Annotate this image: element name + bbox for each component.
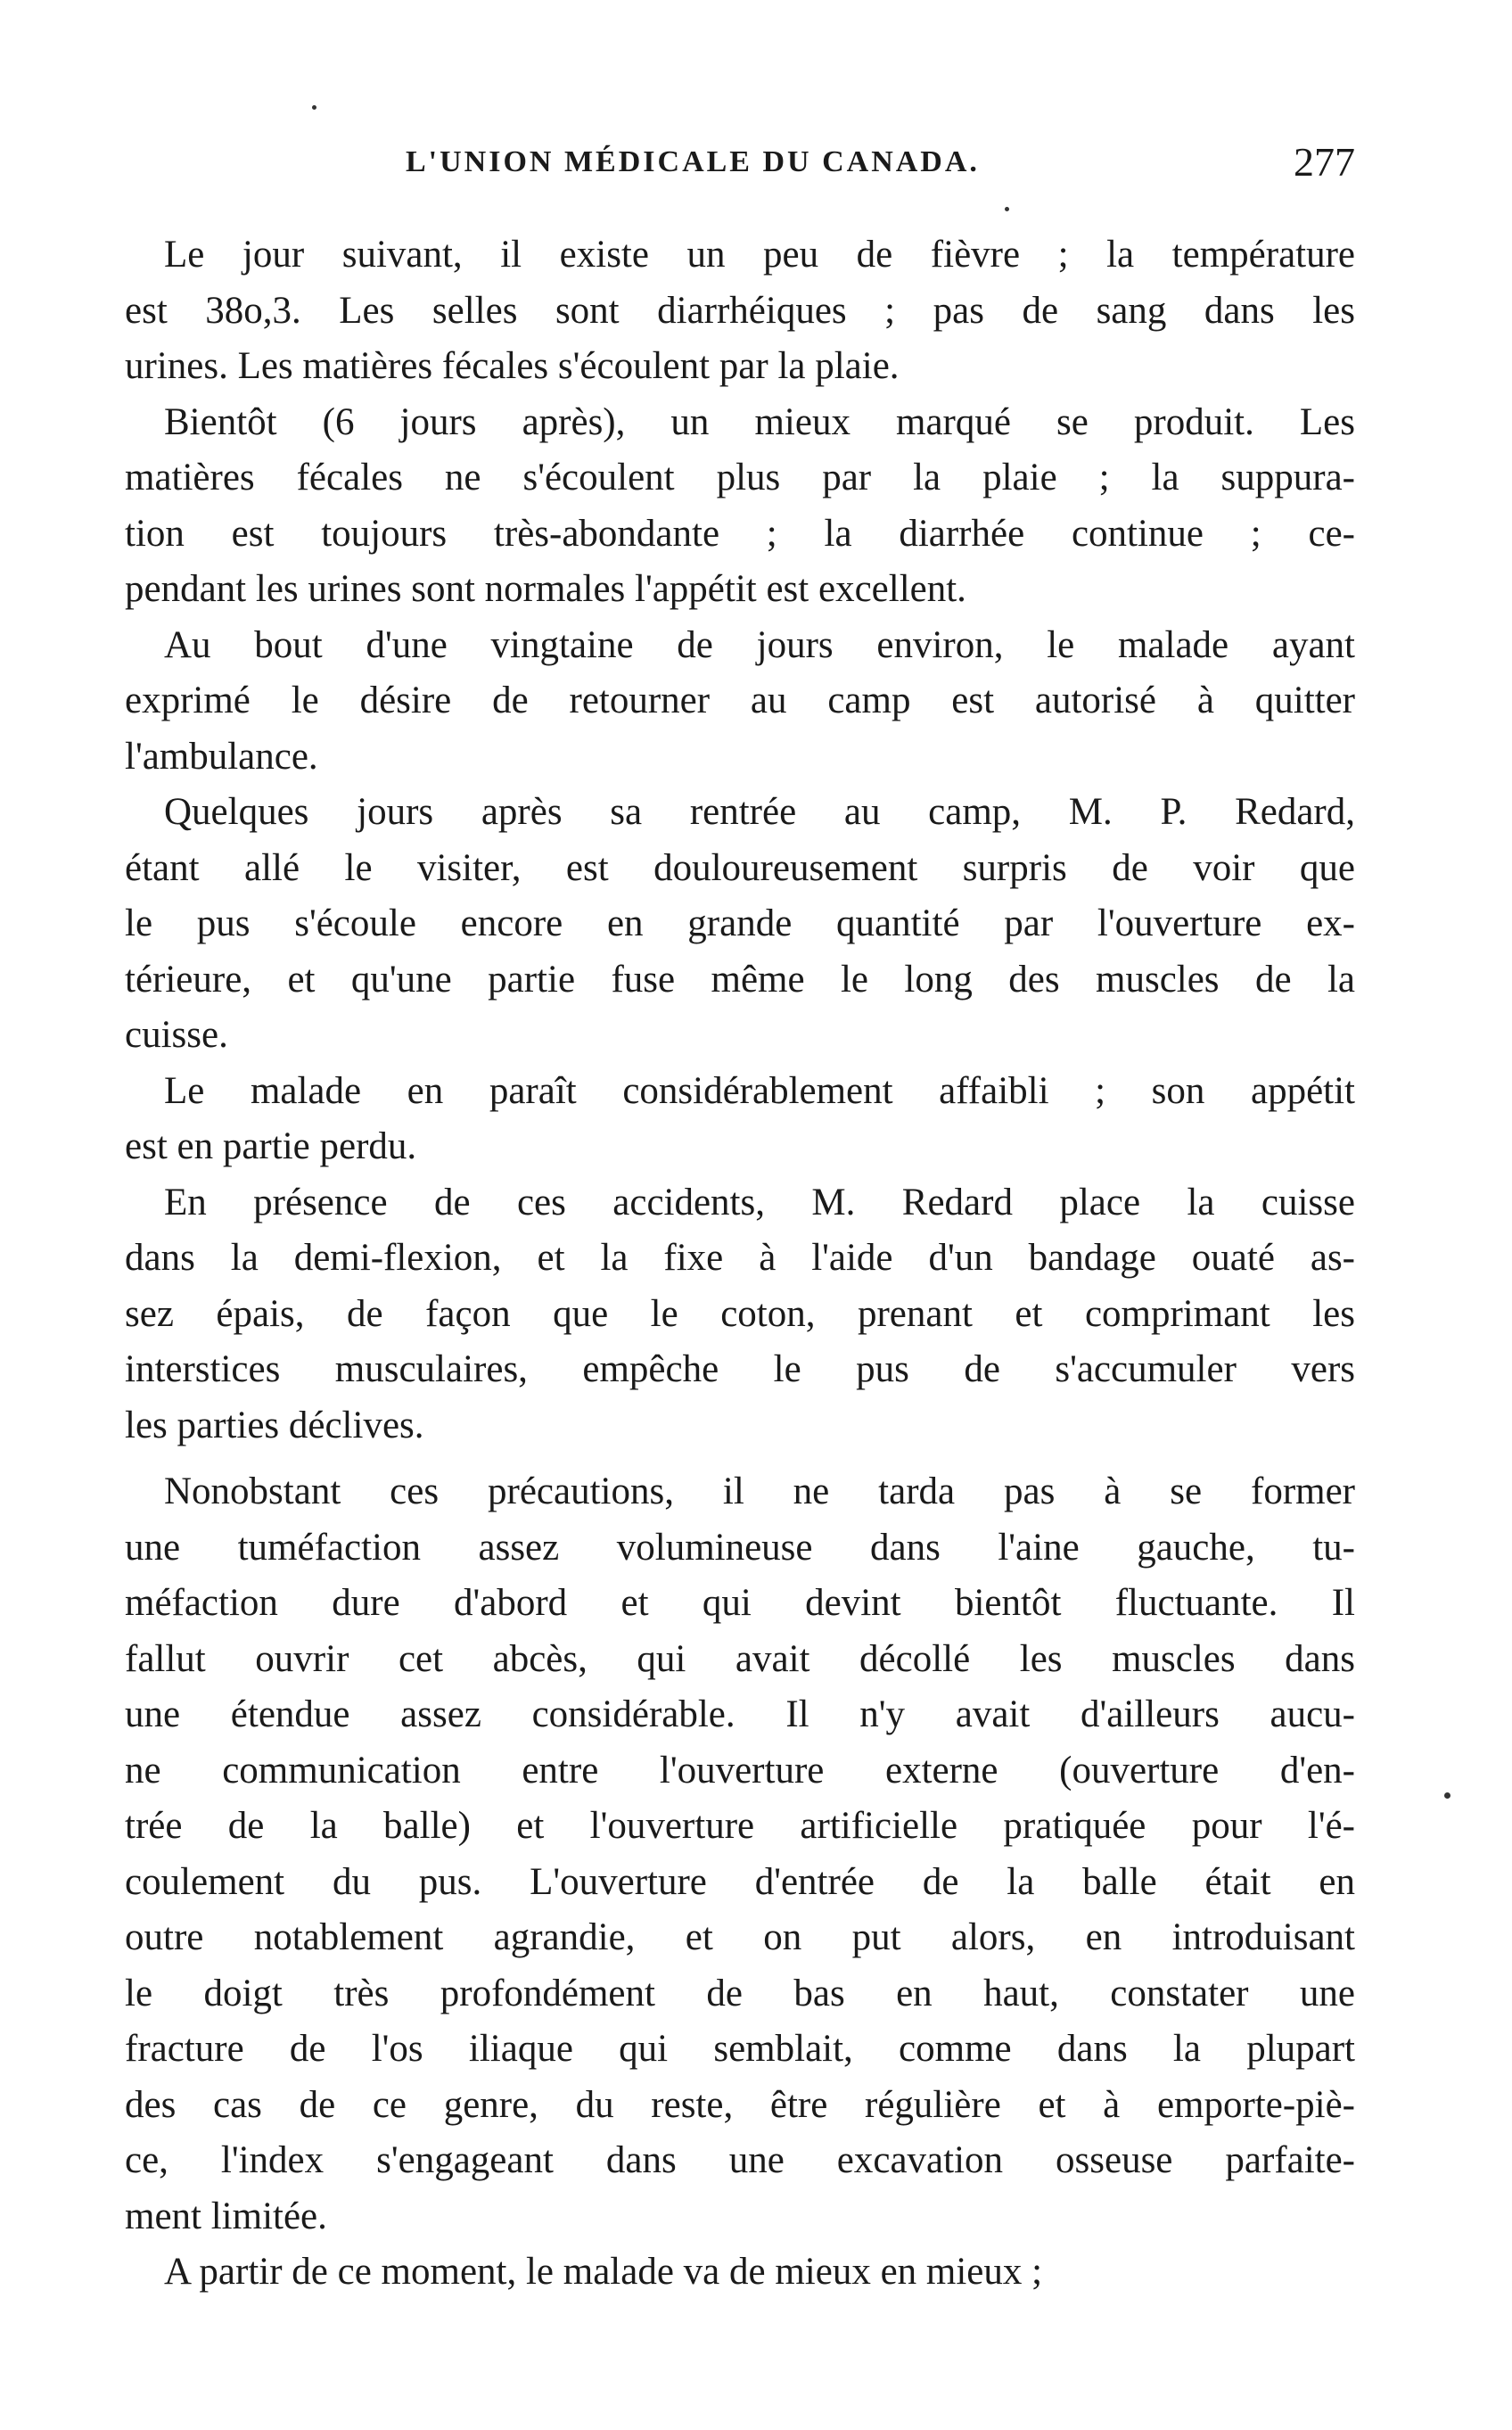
text-line: Bientôt (6 jours après), un mieux marqué se produit. Les [164, 400, 1355, 443]
text-line: dans la demi-flexion, et la fixe à l'aide d'un bandage ouaté as- [125, 1237, 1355, 1279]
text-line: est en partie perdu. [125, 1125, 417, 1167]
body-text [125, 227, 1355, 2301]
text-line: fracture de l'os iliaque qui semblait, comme dans la plupart [125, 2028, 1355, 2070]
text-line: Le jour suivant, il existe un peu de fièvre ; la température [164, 234, 1355, 276]
text-line: sez épais, de façon que le coton, prenant et comprimant les [125, 1292, 1355, 1335]
paragraph [125, 1175, 1355, 1454]
text-line: cuisse. [125, 1014, 228, 1056]
text-line: outre notablement agrandie, et on put alors, en introduisant [125, 1916, 1355, 1958]
text-line: les parties déclives. [125, 1404, 424, 1446]
text-line: exprimé le désire de retourner au camp est autorisé à quitter [125, 680, 1355, 721]
text-line: Quelques jours après sa rentrée au camp, M. P. Redard, [164, 791, 1355, 833]
text-line: trée de la balle) et l'ouverture artificielle pratiquée pour l'é- [125, 1805, 1355, 1847]
page-header [125, 138, 1355, 192]
text-line: le doigt très profondément de bas en haut, constater une [125, 1972, 1355, 2014]
text-line: une tuméfaction assez volumineuse dans l'aine gauche, tu- [125, 1526, 1355, 1569]
text-line: méfaction dure d'abord et qui devint bientôt fluctuante. Il [125, 1582, 1355, 1624]
text-line: Au bout d'une vingtaine de jours environ, le malade ayant [164, 623, 1355, 666]
paragraph-gap [125, 1454, 1355, 1464]
paragraph [125, 1064, 1355, 1175]
paragraph [125, 618, 1355, 786]
paragraph [125, 2245, 1355, 2301]
text-line: urines. Les matières fécales s'écoulent par la plaie. [125, 345, 900, 387]
print-speck [1005, 207, 1009, 211]
text-line: coulement du pus. L'ouverture d'entrée de la balle était en [125, 1860, 1355, 1903]
text-line: des cas de ce genre, du reste, être régulière et à emporte-piè- [125, 2083, 1355, 2126]
text-line: ne communication entre l'ouverture externe (ouverture d'en- [125, 1749, 1355, 1792]
text-line: l'ambulance. [125, 735, 318, 778]
text-line: Le malade en paraît considérablement affaibli ; son appétit [164, 1069, 1355, 1112]
text-line: ment limitée. [125, 2195, 327, 2237]
paragraph [125, 785, 1355, 1064]
running-title: L'UNION MÉDICALE DU CANADA. [406, 145, 980, 178]
page-number: 277 [1294, 139, 1355, 185]
text-line: une étendue assez considérable. Il n'y avait d'ailleurs aucu- [125, 1693, 1355, 1735]
text-line: En présence de ces accidents, M. Redard place la cuisse [164, 1181, 1355, 1223]
paragraph [125, 1464, 1355, 2245]
text-line: matières fécales ne s'écoulent plus par la plaie ; la suppura- [125, 457, 1355, 498]
text-line: interstices musculaires, empêche le pus de s'accumuler vers [125, 1348, 1355, 1390]
print-speck [1444, 1792, 1450, 1799]
text-line: pendant les urines sont normales l'appétit est excellent. [125, 568, 966, 610]
text-line: A partir de ce moment, le malade va de mieux en mieux ; [164, 2251, 1043, 2293]
text-line: térieure, et qu'une partie fuse même le long des muscles de la [125, 958, 1355, 1001]
text-line: est 38o,3. Les selles sont diarrhéiques ; pas de sang dans les [125, 289, 1355, 332]
print-speck [312, 105, 316, 110]
text-line: fallut ouvrir cet abcès, qui avait décollé les muscles dans [125, 1637, 1355, 1680]
text-line: étant allé le visiter, est douloureusement surpris de voir que [125, 846, 1355, 889]
text-line: ce, l'index s'engageant dans une excavation osseuse parfaite- [125, 2139, 1355, 2181]
paragraph [125, 227, 1355, 395]
paragraph [125, 395, 1355, 618]
text-line: le pus s'écoule encore en grande quantité par l'ouverture ex- [125, 902, 1355, 944]
text-line: Nonobstant ces précautions, il ne tarda pas à se former [164, 1470, 1355, 1512]
text-line: tion est toujours très-abondante ; la diarrhée continue ; ce- [125, 512, 1355, 555]
